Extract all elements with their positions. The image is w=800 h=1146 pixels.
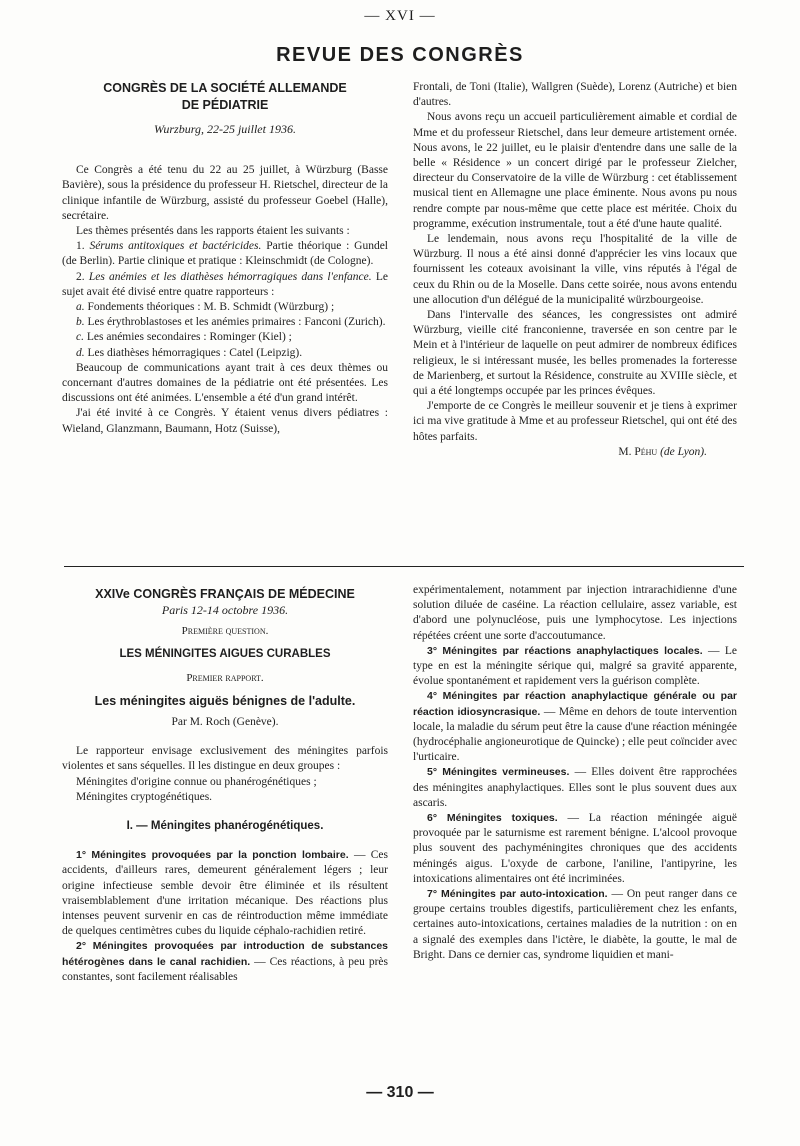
signature-name: M. Péhu [618, 445, 658, 458]
page-roman-number: — XVI — [364, 8, 436, 24]
topic-title: LES MÉNINGITES AIGUES CURABLES [119, 648, 331, 661]
theme-item: 1. Sérums antitoxiques et bactéricides. Partie théorique : Gundel (de Berlin). Partie clinique et pratique : Kleinschmidt (de Cologne). [62, 240, 388, 268]
congress-title-line1: CONGRÈS DE LA SOCIÉTÉ ALLEMANDE [103, 81, 347, 95]
theme-title: Sérums antitoxiques et bactéricides. [89, 240, 262, 253]
theme-title: Les anémies et les diathèses hémorragiques dans l'enfance. [88, 270, 372, 283]
paragraph: Nous avons reçu un accueil particulièrement aimable et cordial de Mme et du professeur Rietschel, dans leur demeure artistement ornée. Nous avons, le 22 juillet, eu le plaisir d'entendre dans une salle de la belle « Résidence » un concert dirigé par le professeur Zielcher, directeur du Conservatoire de la ville de Würzburg : cet établissement musical tient en Allemagne une place éminente. Nous avons pu nous rendre compte par nous-même que cette place est méritée. Choix du programme, exécution instrumentale, tout a été d'une haute qualité. [413, 111, 737, 230]
numbered-item: 7° Méningites par auto-intoxication. — On peut ranger dans ce groupe certains troubles digestifs, particulièrement chez les enfants, certaines auto-intoxications, certaines maladies de la nutrition : on en a signalé des exemples dans l'ictère, le diabète, la goutte, le mal de Bright. Dans ce dernier cas, syndrome liquidien et mani- [413, 888, 738, 961]
numbered-item: 4° Méningites par réaction anaphylactique générale ou par réaction idiosyncrasique. — Même en dehors de toute intervention locale, la maladie du sérum peut être la cause d'une réaction méningée (hydrocéphalie angioneurotique de Quincke) ; elle peut coïncider avec l'urticaire. [413, 690, 738, 764]
numbered-item: 2° Méningites provoquées par introduction de substances hétérogènes dans le canal rachidien. — Ces réactions, à peu près constantes, sont facilement réalisables [62, 940, 388, 983]
group-item: Méningites d'origine connue ou phanérogénétiques ; [76, 775, 317, 788]
congress2-place-date: Paris 12-14 octobre 1936. [161, 603, 289, 617]
report-label: Premier rapport. [186, 671, 264, 684]
section2-left-column [62, 586, 388, 985]
sub-item: c. Les anémies secondaires : Rominger (Kiel) ; [76, 331, 292, 344]
group-item: Méningites cryptogénétiques. [76, 790, 213, 803]
sub-item: a. Fondements théoriques : M. B. Schmidt (Würzburg) ; [76, 301, 335, 314]
signature [413, 445, 737, 460]
numbered-item: 5° Méningites vermineuses. — Elles doivent être rapprochées des méningites anaphylactiques. Elles sont le plus souvent dues aux ascaris. [413, 766, 737, 809]
section-divider [64, 566, 744, 567]
congress-place-date: Wurzburg, 22-25 juillet 1936. [154, 122, 296, 136]
report-author: Par M. Roch (Genève). [171, 716, 279, 729]
numbered-item: 3° Méningites par réactions anaphylactiques locales. — Le type en est la méningite sérique qui, malgré sa gravité apparente, évolue spontanément et rapidement vers la guérison complète. [413, 644, 737, 688]
report-title: Les méningites aiguës bénignes de l'adulte. [94, 693, 356, 708]
paragraph: Le rapporteur envisage exclusivement des méningites parfois violentes et sans séquelles. Il les distingue en deux groupes : [62, 745, 388, 773]
congress-title-line2: DE PÉDIATRIE [181, 98, 269, 112]
paragraph: Dans l'intervalle des séances, les congressistes ont admiré Würzburg, vieille cité franconienne, traversée en son centre par le Mein et à l'intérieur de laquelle on peut admirer de nombreux édifices religieux, le si intéressant musée, les belles promenades la forteresse de Marienberg, et surtout la Résidence, construite au XVIIIe siècle, et qui a été longtemps occupée par les princes évêques. [413, 309, 737, 398]
section2-right-column [413, 583, 737, 963]
question-label: Première question. [181, 625, 269, 638]
paragraph: J'emporte de ce Congrès le meilleur souvenir et je tiens à exprimer ici ma vive gratitude à Mme et au professeur Rietschel, qui ont été des hôtes parfaits. [413, 400, 737, 443]
paragraph: Ce Congrès a été tenu du 22 au 25 juillet, à Würzburg (Basse Bavière), sous la présidence du professeur H. Rietschel, directeur de la clinique infantile de Würzburg, assisté du professeur Goebel (Halle), secrétaire. [62, 164, 388, 222]
page-number: — 310 — [366, 1084, 434, 1101]
paragraph: Beaucoup de communications ayant trait à ces deux thèmes ou concernant d'autres domaines de la pédiatrie ont été présentées. Les discussions ont été animées. L'ensemble a été d'un grand intérêt. [62, 361, 388, 405]
sub-item: d. Les diathèses hémorragiques : Catel (Leipzig). [76, 346, 303, 359]
numbered-item: 6° Méningites toxiques. — La réaction méningée aiguë provoquée par le saturnisme est rarement bénigne. L'alcool provoque plus souvent des pachyméningites chroniques que des accidents méningés aigus. L'oxyde de carbone, l'aniline, l'antipyrine, les intoxications alimentaires ont été incriminées. [413, 812, 737, 885]
signature-place: (de Lyon). [660, 445, 707, 458]
numbered-item: 1° Méningites provoquées par la ponction lombaire. — Ces accidents, d'ailleurs rares, demeurent généralement légers ; leur origine infectieuse semble devoir être éliminée et ils résultent vraisemblablement d'une irritation mécanique. Des réactions plus intenses peuvent survenir en cas de réintroduction même immédiate de quelques centimètres cubes du liquide céphalo-rachidien retiré. [62, 849, 388, 938]
section1-left-column [62, 80, 388, 437]
paragraph: Le lendemain, nous avons reçu l'hospitalité de la ville de Würzburg. Il nous a été ainsi donné d'apprécier les vins locaux que fournissent les coteaux avoisinant la ville, vins réputés à l'égal de ceux du Rhin ou de la Moselle. Dans cette soirée, nous avons entendu une allocution d'un délégué de la municipalité würzbourgeoise. [413, 233, 737, 306]
section1-right-column [413, 80, 737, 460]
paragraph: expérimentalement, notamment par injection intrarachidienne d'une solution diluée de caséine. La réaction cellulaire, assez variable, est d'abord une polynucléose, puis une lymphocytose. Les injections répétées créent une sorte d'accoutumance. [413, 584, 737, 642]
congress2-title: XXIVe CONGRÈS FRANÇAIS DE MÉDECINE [95, 587, 355, 601]
paragraph: Les thèmes présentés dans les rapports étaient les suivants : [76, 225, 350, 238]
heading-phanerogenetiques: I. — Méningites phanérogénétiques. [126, 820, 324, 833]
paragraph: J'ai été invité à ce Congrès. Y étaient venus divers pédiatres : Wieland, Glanzmann, Baumann, Hotz (Suisse), [62, 407, 388, 435]
section-title: REVUE DES CONGRÈS [276, 44, 524, 66]
theme-item: 2. Les anémies et les diathèses hémorragiques dans l'enfance. Le sujet avait été divisé entre quatre rapporteurs : [62, 270, 389, 298]
paragraph: Frontali, de Toni (Italie), Wallgren (Suède), Lorenz (Autriche) et bien d'autres. [413, 81, 737, 109]
sub-item: b. Les érythroblastoses et les anémies primaires : Fanconi (Zurich). [76, 316, 386, 329]
